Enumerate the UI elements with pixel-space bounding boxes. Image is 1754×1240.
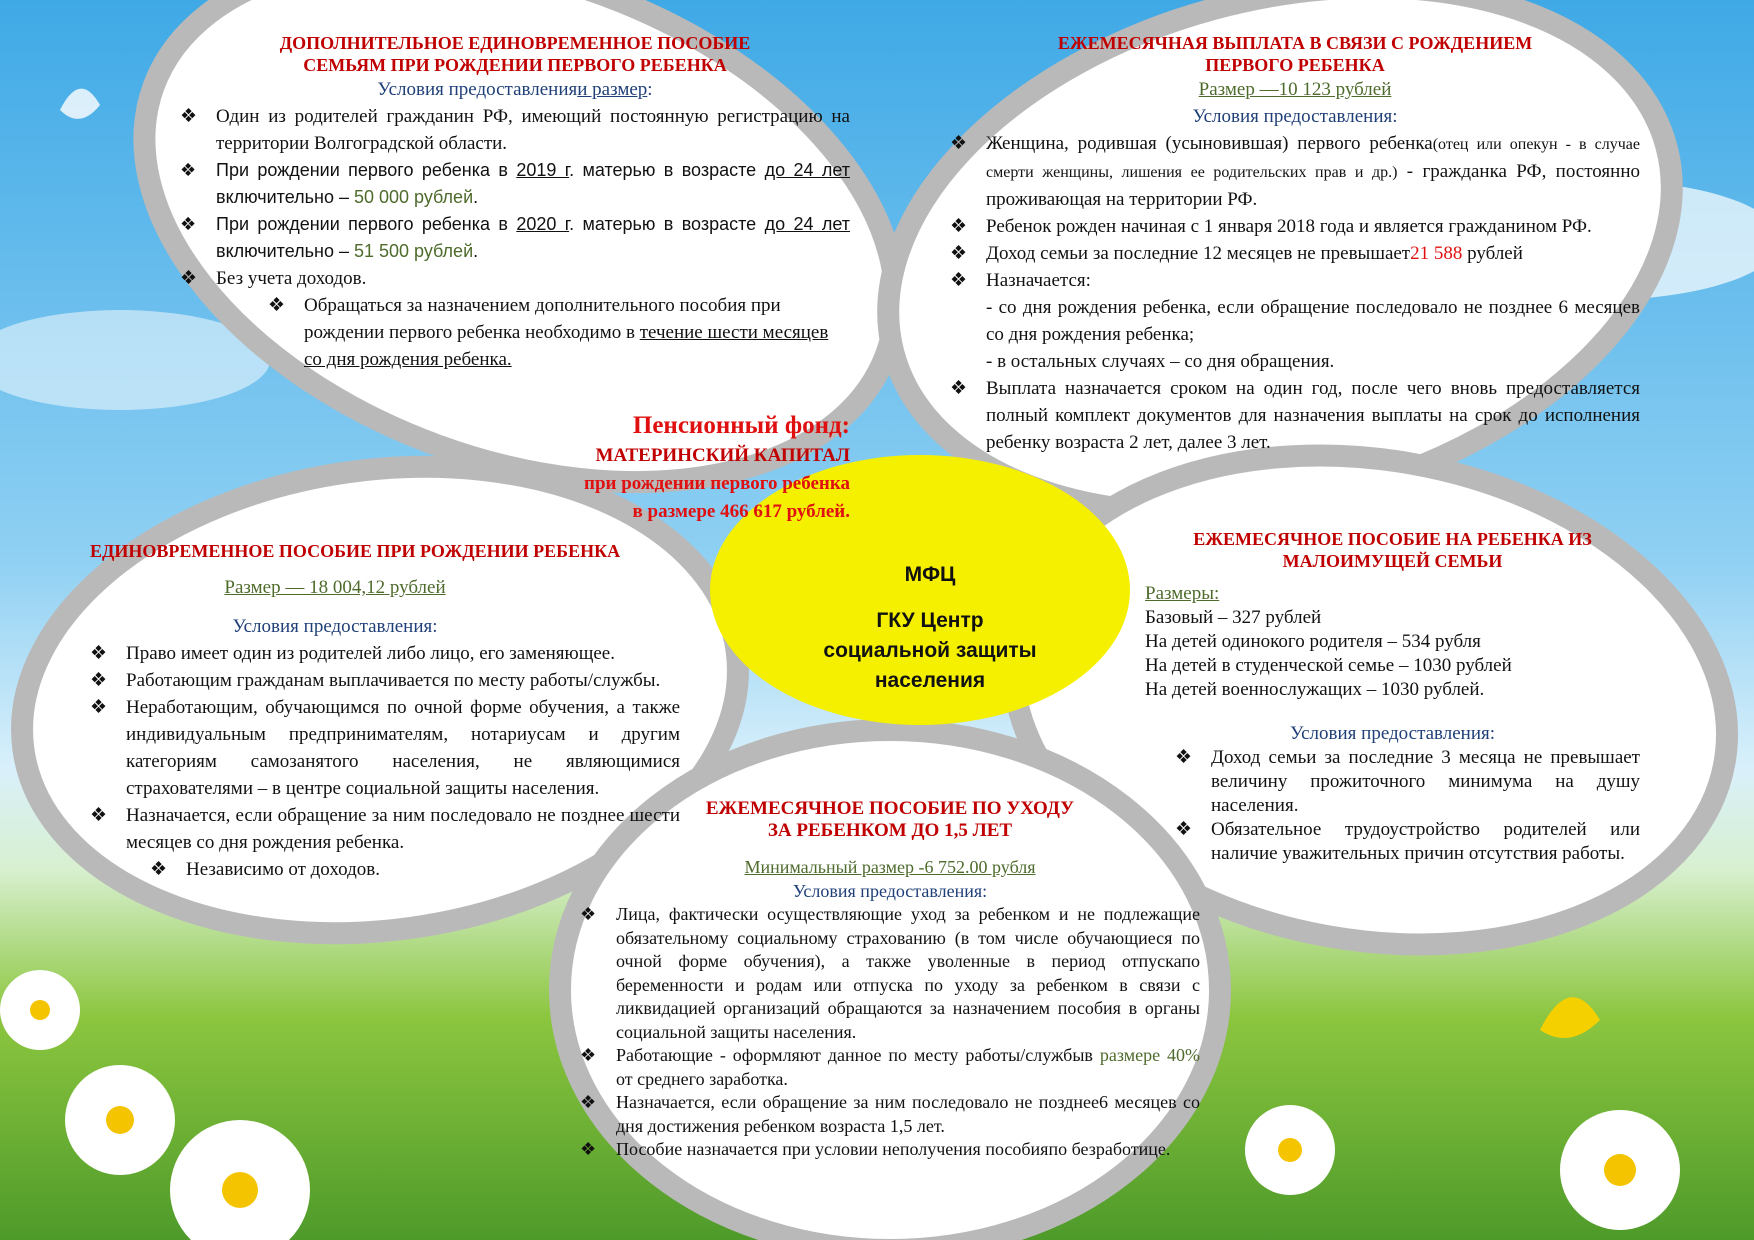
- section-childcare-1-5: [580, 798, 1200, 1162]
- list-item: ❖ Независимо от доходов.: [150, 856, 680, 883]
- section-title: ЕЖЕМЕСЯЧНОЕ ПОСОБИЕ ПО УХОДУ ЗА РЕБЕНКОМ ДО 1,5 ЛЕТ: [705, 798, 1075, 841]
- conditions-list: [950, 130, 1640, 456]
- center-title: МФЦ: [904, 563, 956, 586]
- list-item: ❖ Ребенок рожден начиная с 1 января 2018 года и является гражданином РФ.: [950, 213, 1640, 240]
- butterfly-icon: [1540, 997, 1600, 1038]
- list-item: ❖ Обязательное трудоустройство родителей или наличие уважительных причин отсутствия работы.: [1175, 818, 1640, 866]
- list-item: ❖ Без учета доходов.: [180, 265, 850, 292]
- center-org: населения: [874, 669, 986, 692]
- section-size: Минимальный размер -6 752.00 рубля: [744, 857, 1036, 877]
- list-item: ❖ Выплата назначается сроком на один год, после чего вновь предоставляется полный комплект документов для назначения выплаты на срок до исполнения ребенку возраста 2 лет, далее 3 лет.: [950, 375, 1640, 456]
- section-additional-payment: [180, 32, 850, 373]
- pension-title: Пенсионный фонд:: [632, 412, 850, 439]
- butterfly-icon: [60, 89, 100, 119]
- list-item: ❖ Пособие назначается при условии неполучения пособияпо безработице.: [580, 1138, 1200, 1162]
- pension-line: при рождении первого ребенка: [584, 473, 850, 494]
- list-item: ❖ Работающим гражданам выплачивается по месту работы/службы.: [90, 667, 680, 694]
- list-item: ❖ Женщина, родившая (усыновившая) первого ребенка(отец или опекун - в случае смерти женщины, лишения ее родительских прав и др.) - гражданка РФ, постоянно проживающая на территории РФ.: [950, 130, 1640, 213]
- list-item: ❖ Обращаться за назначением дополнительного пособия при рождении первого ребенка необходимо в течение шести месяцев со дня рождения ребенка.: [268, 292, 850, 373]
- section-subtitle: Условия предоставления:: [792, 880, 988, 901]
- section-title: ЕДИНОВРЕМЕННОЕ ПОСОБИЕ ПРИ РОЖДЕНИИ РЕБЕНКА: [90, 541, 621, 561]
- list-item: ❖ При рождении первого ребенка в 2019 г. матерью в возрасте до 24 лет включительно – 50 000 рублей.: [180, 157, 850, 211]
- conditions-list: [180, 103, 850, 373]
- size-row: На детей военнослужащих – 1030 рублей.: [1145, 679, 1485, 700]
- center-org: ГКУ Центр: [876, 609, 984, 632]
- section-subtitle: Условия предоставления:: [1289, 723, 1496, 744]
- pension-line: МАТЕРИНСКИЙ КАПИТАЛ: [595, 445, 850, 466]
- list-item: ❖ Лица, фактически осуществляющие уход за ребенком и не подлежащие обязательному социальному страхованию (в том числе обучающиеся по очной форме обучения), а также уволенные в период отпускапо беременности и родам или отпуска по уходу за ребенком в связи с ликвидацией организаций обращаются за назначением пособия в органы социальной защиты населения.: [580, 903, 1200, 1044]
- section-subtitle: Условия предоставления:: [232, 616, 438, 637]
- list-item: ❖ Назначается, если обращение за ним последовало не позднее6 месяцев со дня достижения ребенком возраста 1,5 лет.: [580, 1091, 1200, 1138]
- section-low-income: [1145, 528, 1640, 866]
- section-size: Размер —10 123 рублей: [1198, 79, 1392, 100]
- list-item: ❖ При рождении первого ребенка в 2020 г. матерью в возрасте до 24 лет включительно – 51 500 рублей.: [180, 211, 850, 265]
- list-item: ❖ Доход семьи за последние 3 месяца не превышает величину прожиточного минимума на душу населения.: [1175, 746, 1640, 818]
- section-size: Размер — 18 004,12 рублей: [224, 577, 446, 598]
- list-item: ❖ Назначается: - со дня рождения ребенка, если обращение последовало не позднее 6 месяцев со дня рождения ребенка; - в остальных случаях – со дня обращения.: [950, 267, 1640, 375]
- section-subtitle: Условия предоставления:: [1192, 106, 1398, 127]
- sizes-label: Размеры:: [1145, 583, 1220, 604]
- section-title: ДОПОЛНИТЕЛЬНОЕ ЕДИНОВРЕМЕННОЕ ПОСОБИЕ СЕМЬЯМ ПРИ РОЖДЕНИИ ПЕРВОГО РЕБЕНКА: [279, 33, 751, 75]
- conditions-list: [580, 903, 1200, 1162]
- center-org: социальной защиты: [823, 639, 1037, 662]
- section-monthly-first-child: [950, 32, 1640, 456]
- size-row: На детей одинокого родителя – 534 рубля: [1145, 631, 1481, 652]
- list-item: ❖ Назначается, если обращение за ним последовало не позднее шести месяцев со дня рождения ребенка.: [90, 802, 680, 856]
- section-title: ЕЖЕМЕСЯЧНАЯ ВЫПЛАТА В СВЯЗИ С РОЖДЕНИЕМ ПЕРВОГО РЕБЕНКА: [1057, 33, 1533, 75]
- size-row: На детей в студенческой семье – 1030 рублей: [1145, 655, 1512, 676]
- list-item: ❖ Работающие - оформляют данное по месту работы/службыв размере 40% от среднего заработка.: [580, 1044, 1200, 1091]
- size-row: Базовый – 327 рублей: [1145, 607, 1322, 628]
- section-subtitle: Условия предоставленияи размер:: [377, 79, 653, 100]
- list-item: ❖ Неработающим, обучающимся по очной форме обучения, а также индивидуальным предпринимателям, нотариусам и другим категориям самозанятого населения, не являющимися страхователями – в центре социальной защиты населения.: [90, 694, 680, 802]
- section-title: ЕЖЕМЕСЯЧНОЕ ПОСОБИЕ НА РЕБЕНКА ИЗ МАЛОИМУЩЕЙ СЕМЬИ: [1193, 529, 1592, 571]
- daisy-center-label: [720, 560, 1140, 696]
- pension-fund-block: [480, 410, 850, 526]
- list-item: ❖ Право имеет один из родителей либо лицо, его заменяющее.: [90, 640, 680, 667]
- list-item: ❖ Один из родителей гражданин РФ, имеющий постоянную регистрацию на территории Волгоградской области.: [180, 103, 850, 157]
- pension-line: в размере 466 617 рублей.: [632, 501, 850, 522]
- conditions-list: [1175, 746, 1640, 866]
- list-item: ❖ Доход семьи за последние 12 месяцев не превышает21 588 рублей: [950, 240, 1640, 267]
